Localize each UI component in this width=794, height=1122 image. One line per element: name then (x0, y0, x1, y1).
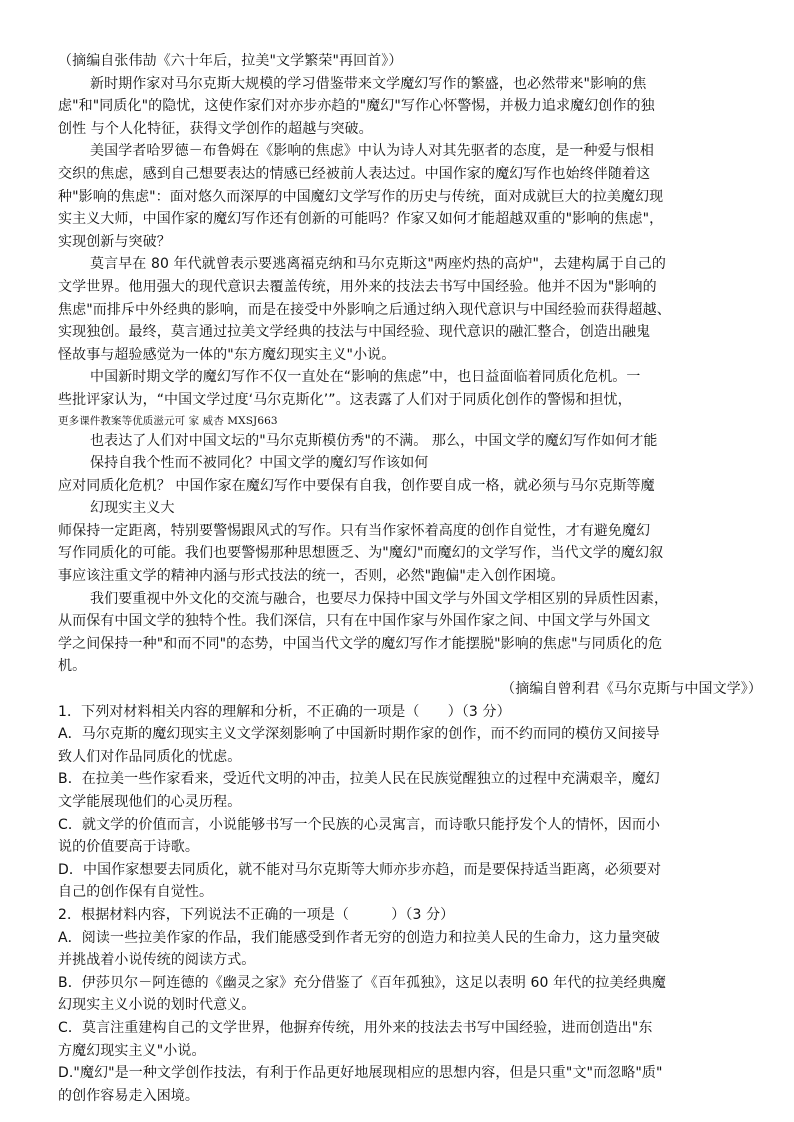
passage-line: 种"影响的焦虑"：面对悠久而深厚的中国魔幻文学写作的历史与传统，面对成就巨大的拉美魔幻现 (58, 188, 664, 205)
passage-line: 交织的焦虑，感到自己想要表达的情感已经被前人表达过。中国作家的魔幻写作也始终伴随着这 (58, 165, 651, 182)
passage-line: 莫言早在 80 年代就曾表示要逃离福克纳和马尔克斯这"两座灼热的高炉"，去建构属于自己的 (90, 256, 666, 273)
watermark-line: 更多课件教案等优质滋元可 家 威杏 MXSJ663 (58, 414, 278, 427)
option-line: A．马尔克斯的魔幻现实主义文学深刻影响了中国新时期作家的创作，而不约而同的模仿又间接导 (58, 726, 660, 743)
passage-line: 也表达了人们对中国文坛的"马尔克斯模仿秀"的不满。 那么，中国文学的魔幻写作如何才能 (90, 432, 658, 449)
option-line: C．就文学的价值而言，小说能够书写一个民族的心灵寓言，而诗歌只能抒发个人的情怀，因而小 (58, 816, 661, 833)
question-1 (58, 701, 764, 904)
passage-line: 虑"和"同质化"的隐忧，这使作家们对亦步亦趋的"魔幻"写作心怀警惕，并极力追求魔幻创作的独 (58, 98, 655, 115)
question-stem: 2．根据材料内容，下列说法不正确的一项是（ ）（3 分） (58, 906, 455, 923)
passage-line: 新时期作家对马尔克斯大规模的学习借鉴带来文学魔幻写作的繁盛，也必然带来"影响的焦 (90, 75, 647, 92)
option-line: 并挑战着小说传统的阅读方式。 (58, 952, 256, 969)
source-citation-top: （摘编自张伟劼《六十年后，拉美"文学繁荣"再回首》） (58, 53, 403, 69)
passage-line: 实主义大师，中国作家的魔幻写作还有创新的可能吗？作家又如何才能超越双重的"影响的焦虑"， (58, 211, 664, 228)
option-line: 自己的创作保有自觉性。 (58, 884, 214, 901)
passage-line: 实现独创。最终，莫言通过拉美文学经典的技法与中国经验、现代意识的融汇整合，创造出融鬼 (58, 324, 651, 341)
passage-line: 些批评家认为，“中国文学过度‘马尔克斯化’”。这表露了人们对于同质化创作的警惕和担忧， (58, 391, 632, 408)
option-line: 幻现实主义小说的划时代意义。 (58, 997, 256, 1014)
option-line: C．莫言注重建构自己的文学世界，他摒弃传统，用外来的技法去书写中国经验，进而创造出"东 (58, 1019, 653, 1036)
option-line: B．在拉美一些作家看来，受近代文明的冲击，拉美人民在民族觉醒独立的过程中充满艰辛，魔幻 (58, 771, 660, 788)
option-line: 的创作容易走入困境。 (58, 1087, 199, 1104)
passage-line: 幻现实主义大 (90, 500, 175, 517)
passage-line: 学之间保持一种"和而不同"的态势，中国当代文学的魔幻写作才能摆脱"影响的焦虑"与同质化的危 (58, 635, 663, 652)
passage-line: 中国新时期文学的魔幻写作不仅一直处在“影响的焦虑”中，也日益面临着同质化危机。一 (90, 369, 641, 386)
passage-line: 保持自我个性而不被同化？中国文学的魔幻写作该如何 (90, 455, 429, 472)
exam-page (58, 50, 764, 1107)
passage-line: 师保持一定距离，特别要警惕跟风式的写作。只有当作家怀着高度的创作自觉性，才有避免魔幻 (58, 522, 651, 539)
option-line: 说的价值要高于诗歌。 (58, 839, 199, 856)
passage-line: 从而保有中国文学的独特个性。我们深信，只有在中国作家与外国作家之间、中国文学与外国文 (58, 613, 651, 630)
passage-line: 怪故事与超验感觉为一体的"东方魔幻现实主义"小说。 (58, 346, 396, 363)
passage-line: 美国学者哈罗德－布鲁姆在《影响的焦虑》中认为诗人对其先驱者的态度，是一种爱与恨相 (90, 143, 654, 160)
question-stem: 1．下列对材料相关内容的理解和分析，不正确的一项是（ ）（3 分） (58, 703, 511, 720)
option-line: 方魔幻现实主义"小说。 (58, 1042, 206, 1059)
passage-line: 我们要重视中外文化的交流与融合，也要尽力保持中国文学与外国文学相区别的异质性因素， (90, 590, 669, 607)
passage-line: 创性 与个人化特征，获得文学创作的超越与突破。 (58, 120, 373, 137)
option-line: A．阅读一些拉美作家的作品，我们能感受到作者无穷的创造力和拉美人民的生命力，这力量突破 (58, 929, 660, 946)
passage-part-2 (58, 430, 764, 679)
passage-part-1 (58, 73, 764, 412)
passage-line: 实现创新与突破？ (58, 233, 171, 250)
source-citation-bottom: （摘编自曾利君《马尔克斯与中国文学》） (501, 681, 762, 698)
passage-line: 事应该注重文学的精神内涵与形式技法的统一，否则，必然"跑偏"走入创作困境。 (58, 568, 565, 585)
question-2 (58, 904, 764, 1107)
option-line: B．伊莎贝尔－阿连德的《幽灵之家》充分借鉴了《百年孤独》，这足以表明 60 年代的拉美经典魔 (58, 974, 666, 991)
passage-line: 焦虑"而排斥中外经典的影响，而是在接受中外影响之后通过纳入现代意识与中国经验而获得超越、 (58, 301, 671, 318)
passage-line: 机。 (58, 658, 87, 675)
passage-line: 写作同质化的可能。我们也要警惕那种思想匮乏、为"魔幻"而魔幻的文学写作，当代文学的魔幻叙 (58, 545, 664, 562)
option-line: 致人们对作品同质化的忧虑。 (58, 748, 242, 765)
option-line: D．中国作家想要去同质化，就不能对马尔克斯等大师亦步亦趋，而是要保持适当距离，必须要对 (58, 861, 662, 878)
passage-line: 应对同质化危机？ 中国作家在魔幻写作中要保有自我，创作要自成一格，就必须与马尔克斯等魔 (58, 477, 655, 494)
option-line: 文学能展现他们的心灵历程。 (58, 794, 242, 810)
passage-line: 文学世界。他用强大的现代意识去覆盖传统，用外来的技法去书写中国经验。他并不因为"影响的 (58, 278, 657, 295)
option-line: D."魔幻"是一种文学创作技法，有利于作品更好地展现相应的思想内容，但是只重"文"而忽略"质" (58, 1065, 663, 1082)
